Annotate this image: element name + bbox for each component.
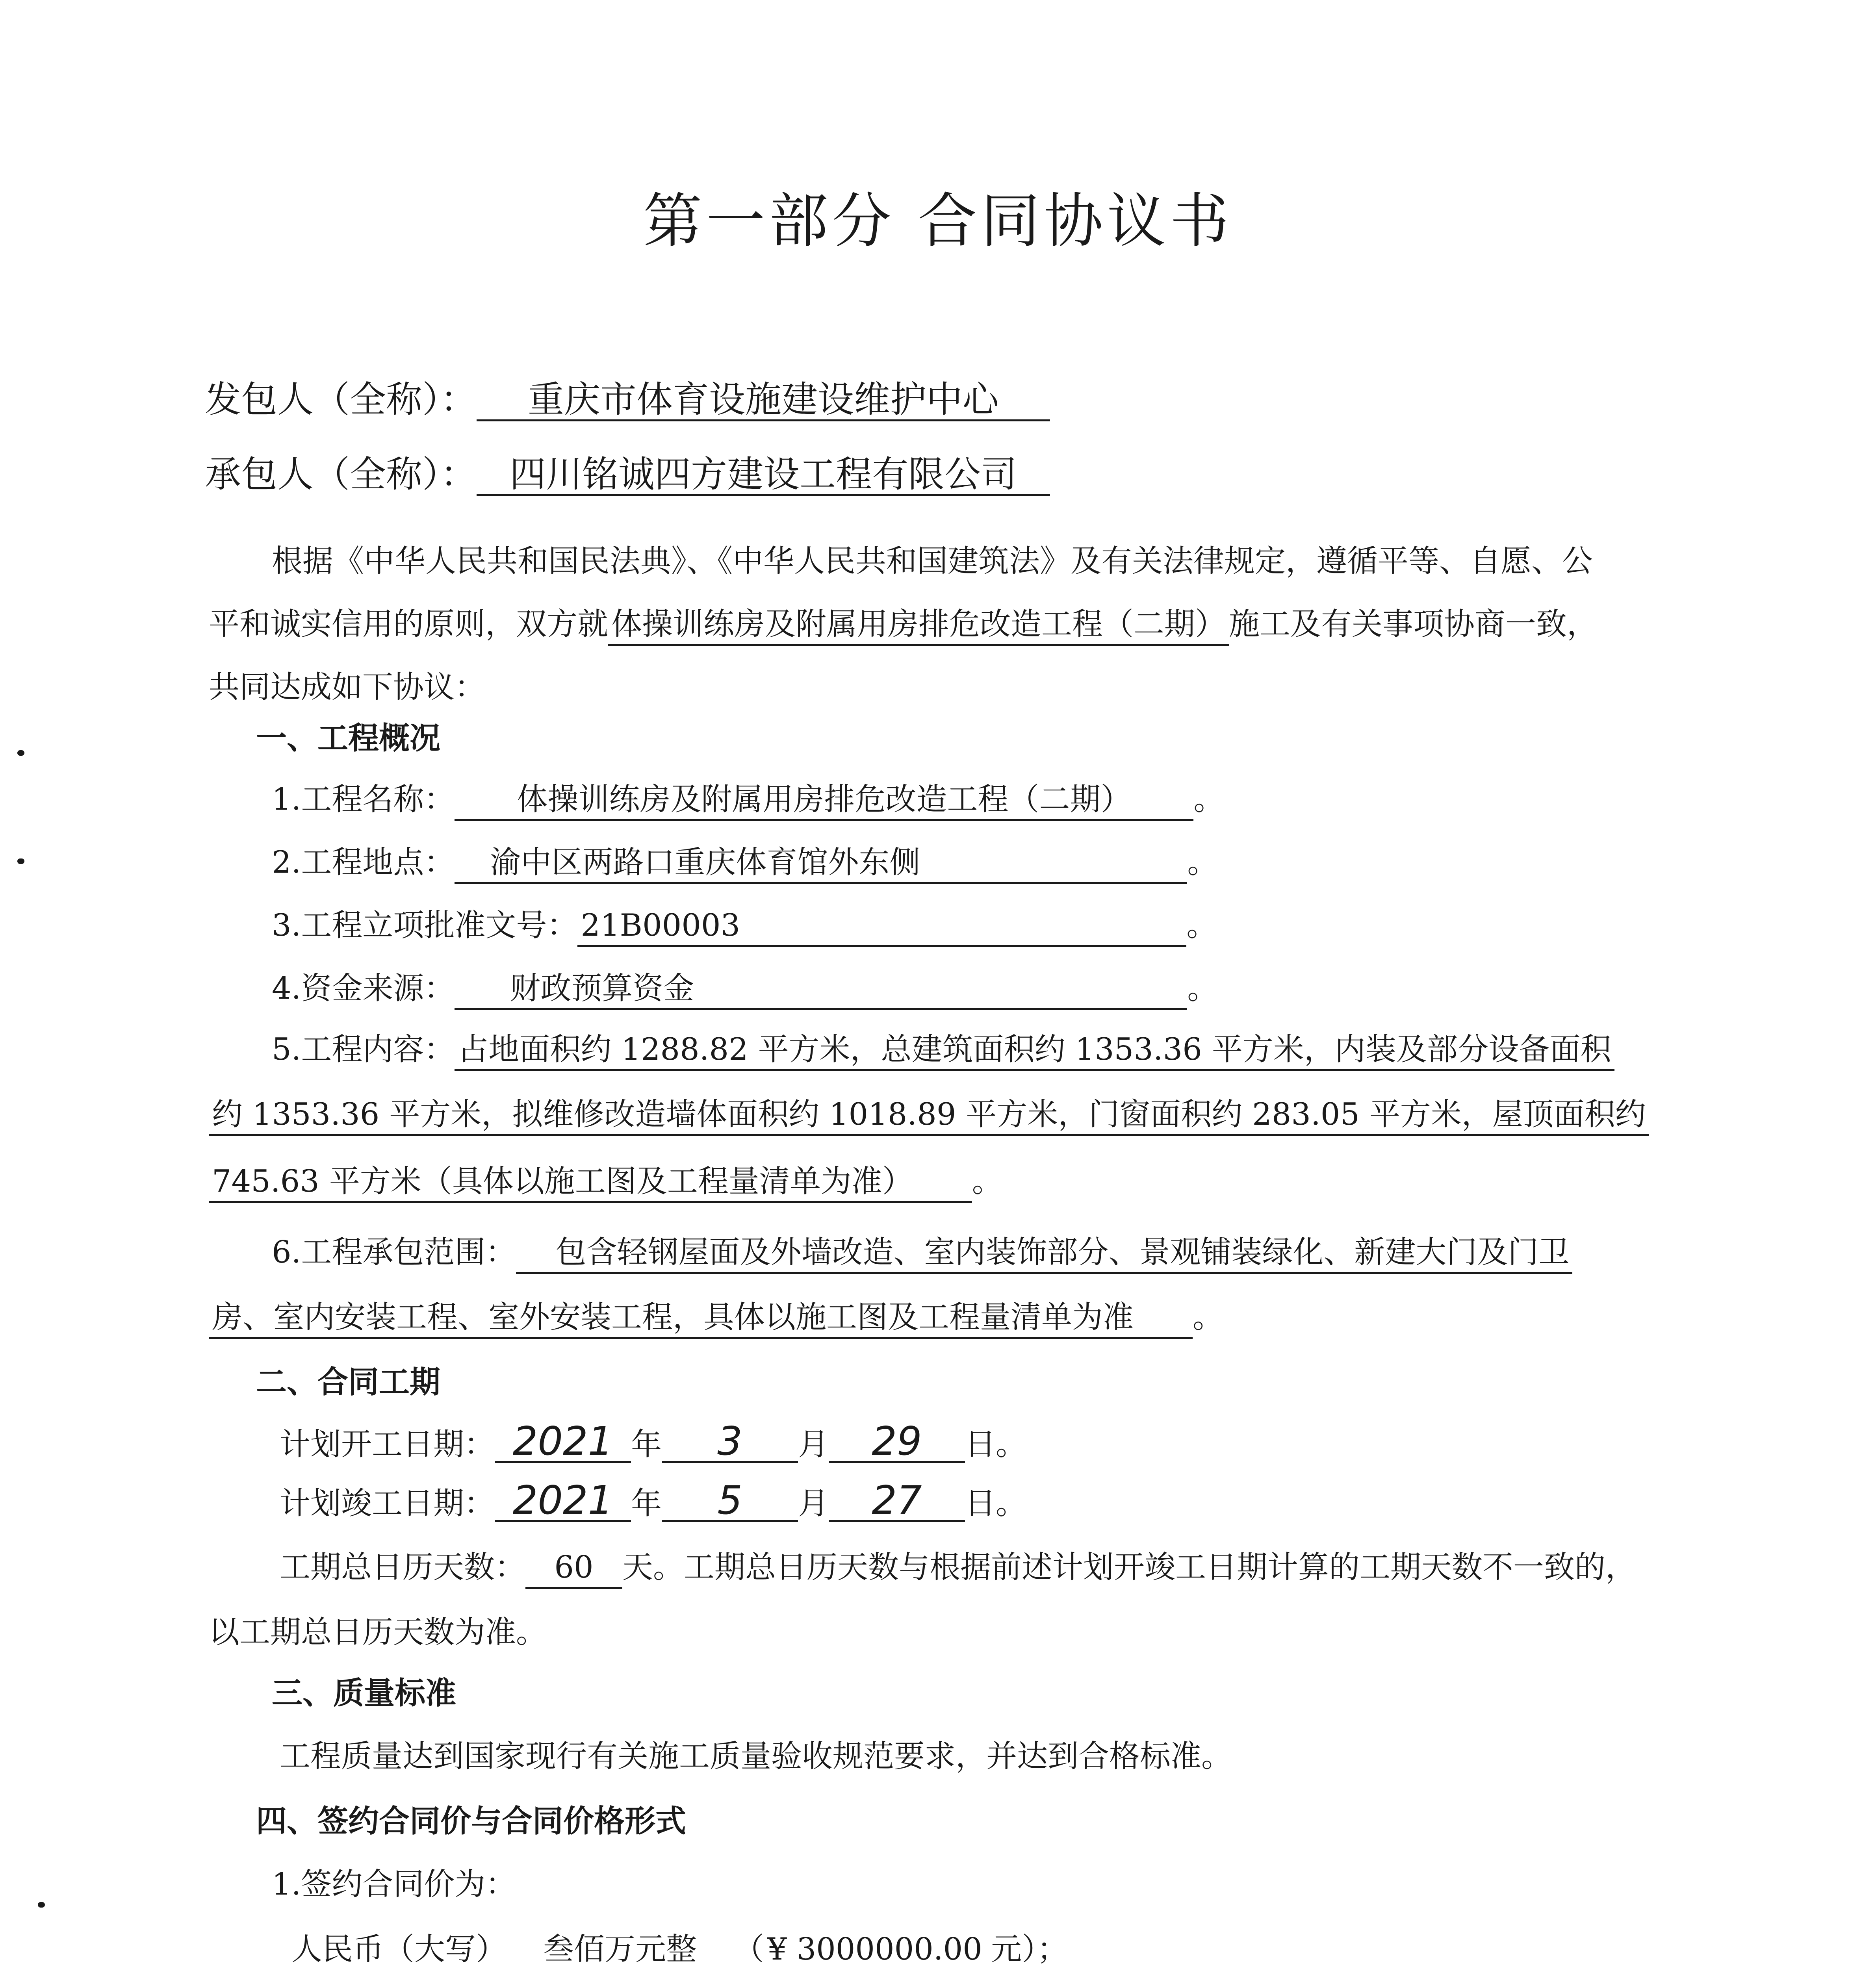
- section-3-heading: 三、质量标准: [272, 1675, 456, 1711]
- intro-line-1: 根据《中华人民共和国民法典》、《中华人民共和国建筑法》及有关法律规定，遵循平等、自愿、公: [272, 543, 1593, 579]
- total-price-row: [291, 1928, 1068, 1969]
- content-label: 5.工程内容：: [272, 1032, 455, 1067]
- intro-line-2: [209, 603, 1598, 646]
- scope-line-2: 房、室内安装工程、室外安装工程，具体以施工图及工程量清单为准: [209, 1298, 1193, 1339]
- finish-date-label: 计划竣工日期：: [280, 1486, 495, 1521]
- duration-value: 60: [525, 1548, 622, 1589]
- project-site-value: 渝中区两路口重庆体育馆外东侧: [455, 843, 1187, 884]
- duration-row-2: 以工期总日历天数为准。: [209, 1615, 547, 1650]
- project-name-row: [272, 778, 1224, 821]
- period-mark: 。: [1187, 971, 1218, 1006]
- scope-row-1: [272, 1231, 1572, 1274]
- start-month-value: 3: [662, 1422, 798, 1463]
- content-row-2: [209, 1093, 1649, 1136]
- finish-day-value: 27: [829, 1481, 965, 1522]
- intro-prefix: 平和诚实信用的原则，双方就: [209, 606, 609, 642]
- scan-mark: [17, 750, 24, 756]
- approval-label: 3.工程立项批准文号：: [272, 908, 578, 943]
- year-label: 年: [631, 1427, 662, 1462]
- day-label: 日。: [965, 1427, 1027, 1462]
- open-paren: （: [733, 1932, 765, 1967]
- intro-line-3: 共同达成如下协议：: [209, 669, 486, 705]
- month-label: 月: [798, 1486, 829, 1521]
- period-mark: 。: [972, 1164, 1003, 1199]
- total-price-words: 叁佰万元整: [507, 1930, 733, 1969]
- project-name-label: 1.工程名称：: [272, 782, 455, 817]
- period-mark: 。: [1187, 845, 1218, 880]
- section-1-heading: 一、工程概况: [256, 720, 441, 756]
- employer-value: 重庆市体育设施建设维护中心: [477, 380, 1050, 421]
- section-2-heading: 二、合同工期: [256, 1364, 441, 1400]
- start-date-row: [280, 1418, 1027, 1466]
- scan-mark: [38, 1902, 45, 1908]
- duration-text: 天。工期总日历天数与根据前述计划开竣工日期计算的工期天数不一致的，: [622, 1550, 1637, 1585]
- start-day-value: 29: [829, 1422, 965, 1463]
- finish-year-value: 2021: [495, 1481, 631, 1522]
- fund-value: 财政预算资金: [455, 969, 1187, 1010]
- fund-label: 4.资金来源：: [272, 971, 455, 1006]
- period-mark: 。: [1193, 782, 1225, 817]
- yuan-label: 元）；: [991, 1932, 1068, 1967]
- project-name-value: 体操训练房及附属用房排危改造工程（二期）: [455, 780, 1193, 821]
- content-line-3: 745.63 平方米（具体以施工图及工程量清单为准）: [209, 1162, 972, 1203]
- scope-line-1: 包含轻钢屋面及外墙改造、室内装饰部分、景观铺装绿化、新建大门及门卫: [516, 1233, 1572, 1274]
- page-title: 第一部分 合同协议书: [643, 187, 1233, 256]
- month-label: 月: [798, 1427, 829, 1462]
- total-price-number: ¥ 3000000.00: [764, 1930, 991, 1969]
- intro-project: 体操训练房及附属用房排危改造工程（二期）: [608, 604, 1229, 646]
- period-mark: 。: [1186, 908, 1217, 943]
- scan-mark: [17, 858, 24, 864]
- scope-row-2: [209, 1296, 1223, 1339]
- day-label: 日。: [965, 1486, 1027, 1521]
- content-line-1: 占地面积约 1288.82 平方米，总建筑面积约 1353.36 平方米，内装及部分设备面积: [455, 1030, 1614, 1071]
- start-year-value: 2021: [495, 1422, 631, 1463]
- finish-month-value: 5: [662, 1481, 798, 1522]
- contractor-row: [205, 453, 1050, 496]
- project-site-label: 2.工程地点：: [272, 845, 455, 880]
- finish-date-row: [280, 1477, 1027, 1525]
- quality-text: 工程质量达到国家现行有关施工质量验收规范要求，并达到合格标准。: [280, 1739, 1232, 1774]
- price-label: 1.签约合同价为：: [272, 1867, 516, 1902]
- content-row-3: [209, 1160, 1003, 1203]
- period-mark: 。: [1193, 1300, 1224, 1335]
- employer-row: [205, 378, 1050, 421]
- contractor-label: 承包人（全称）：: [205, 453, 477, 495]
- contractor-value: 四川铭诚四方建设工程有限公司: [477, 455, 1050, 496]
- section-4-heading: 四、签约合同价与合同价格形式: [256, 1803, 687, 1839]
- start-date-label: 计划开工日期：: [280, 1427, 495, 1462]
- content-line-2: 约 1353.36 平方米，拟维修改造墙体面积约 1018.89 平方米，门窗面积约 283.05 平方米，屋顶面积约: [209, 1095, 1649, 1136]
- duration-label: 工期总日历天数：: [280, 1550, 526, 1585]
- approval-row: [272, 904, 1217, 947]
- scope-label: 6.工程承包范围：: [272, 1235, 516, 1270]
- duration-row: [280, 1546, 1636, 1589]
- year-label: 年: [631, 1486, 662, 1521]
- fund-row: [272, 967, 1218, 1010]
- rmb-label: 人民币（大写）: [291, 1932, 507, 1967]
- employer-label: 发包人（全称）：: [205, 378, 477, 421]
- approval-value: 21B00003: [577, 906, 1186, 947]
- content-row-1: [272, 1028, 1614, 1071]
- intro-suffix: 施工及有关事项协商一致，: [1229, 606, 1598, 642]
- project-site-row: [272, 841, 1218, 884]
